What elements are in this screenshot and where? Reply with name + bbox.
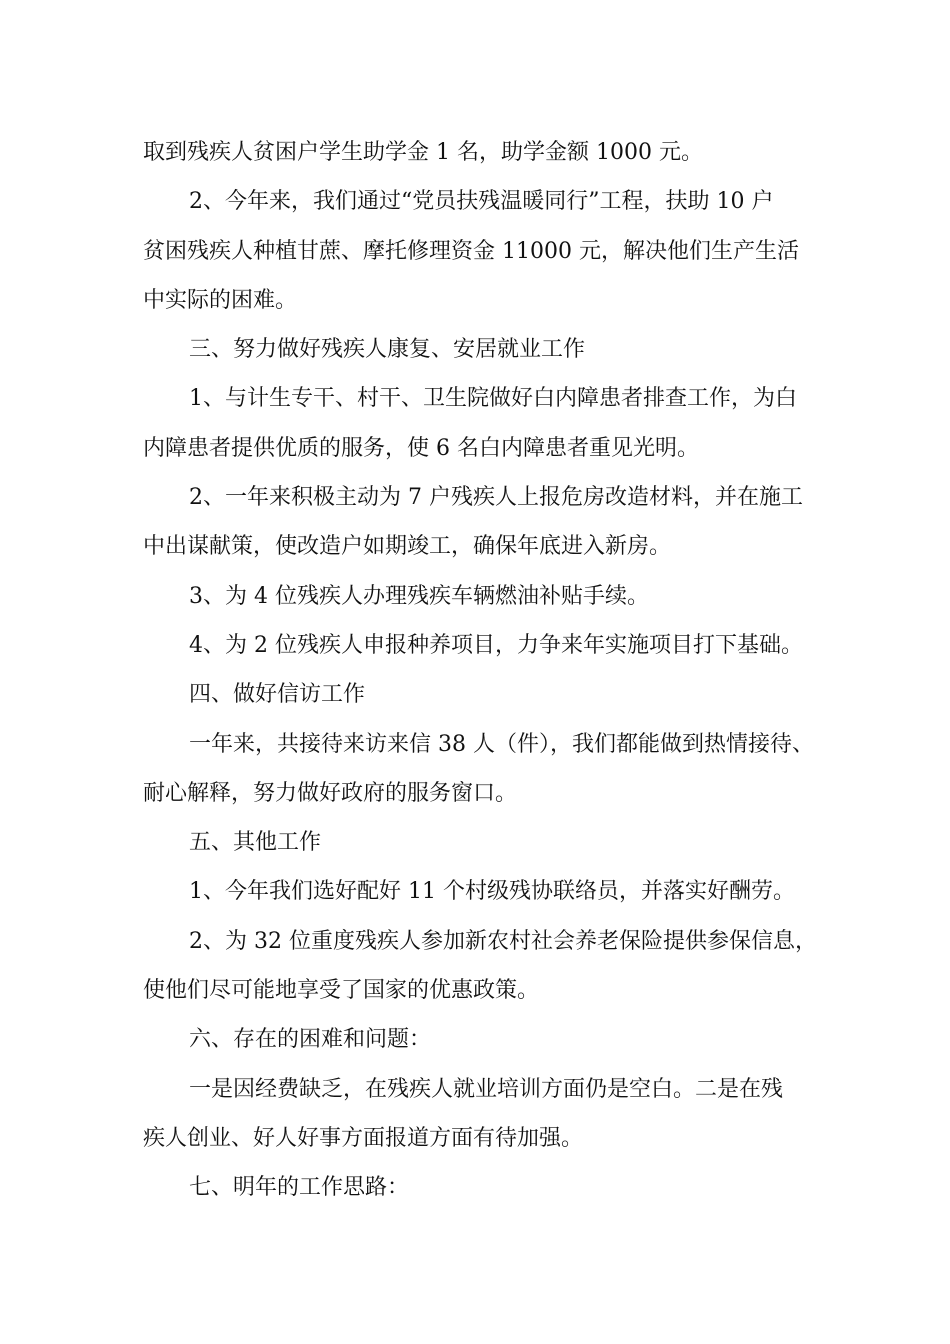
text-line-20: 一是因经费缺乏，在残疾人就业培训方面仍是空白。二是在残	[189, 1076, 784, 1102]
text-line-4: 中实际的困难。	[143, 287, 298, 313]
text-line-6: 1、与计生专干、村干、卫生院做好白内障患者排查工作，为白	[189, 386, 797, 412]
document-body	[143, 128, 833, 1213]
text-line-16: 1、今年我们选好配好 11 个村级残协联络员，并落实好酬劳。	[189, 879, 795, 905]
text-line-3: 贫困残疾人种植甘蔗、摩托修理资金 11000 元，解决他们生产生活	[143, 238, 799, 264]
text-line-13: 一年来，共接待来访来信 38 人（件），我们都能做到热情接待、	[189, 731, 814, 757]
section-heading-5: 五、其他工作	[189, 830, 322, 856]
text-line-17: 2、为 32 位重度残疾人参加新农村社会养老保险提供参保信息，	[189, 928, 817, 954]
text-line-1: 取到残疾人贫困户学生助学金 1 名，助学金额 1000 元。	[143, 140, 703, 165]
text-line-2: 2、今年来，我们通过“党员扶残温暖同行”工程，扶助 10 户	[189, 189, 774, 215]
section-heading-4: 四、做好信访工作	[189, 682, 366, 708]
text-line-10: 3、为 4 位残疾人办理残疾车辆燃油补贴手续。	[189, 583, 649, 609]
section-heading-7: 七、明年的工作思路：	[189, 1175, 410, 1201]
text-line-11: 4、为 2 位残疾人申报种养项目，力争来年实施项目打下基础。	[189, 632, 803, 658]
text-line-7: 内障患者提供优质的服务，使 6 名白内障患者重见光明。	[143, 435, 699, 461]
section-heading-3: 三、努力做好残疾人康复、安居就业工作	[189, 337, 586, 363]
text-line-18: 使他们尽可能地享受了国家的优惠政策。	[143, 978, 540, 1004]
text-line-21: 疾人创业、好人好事方面报道方面有待加强。	[143, 1125, 584, 1151]
text-line-14: 耐心解释，努力做好政府的服务窗口。	[143, 780, 518, 806]
text-line-8: 2、一年来积极主动为 7 户残疾人上报危房改造材料，并在施工	[189, 485, 803, 511]
text-line-9: 中出谋献策，使改造户如期竣工，确保年底进入新房。	[143, 534, 672, 560]
section-heading-6: 六、存在的困难和问题：	[189, 1027, 432, 1053]
